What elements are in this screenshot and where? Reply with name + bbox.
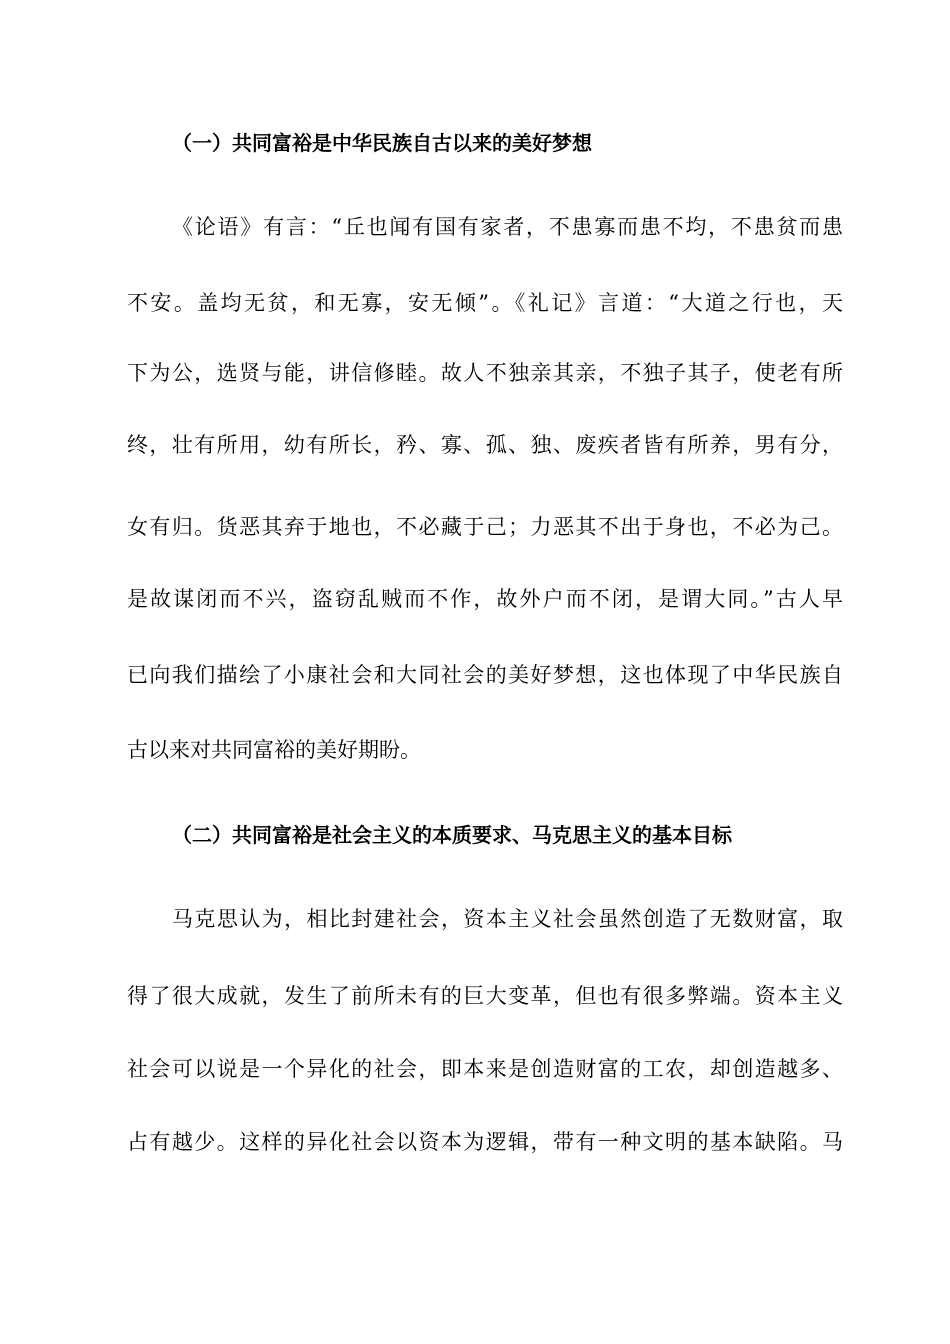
paragraph-line: 马克思认为，相比封建社会，资本主义社会虽然创造了无数财富，取: [172, 907, 843, 931]
paragraph-line: 社会可以说是一个异化的社会，即本来是创造财富的工农，却创造越多、: [127, 1057, 843, 1081]
paragraph-line: 占有越少。这样的异化社会以资本为逻辑，带有一种文明的基本缺陷。马: [127, 1130, 843, 1154]
paragraph-line: 已向我们描绘了小康社会和大同社会的美好梦想，这也体现了中华民族自: [127, 663, 843, 687]
section-heading-1: （一）共同富裕是中华民族自古以来的美好梦想: [172, 131, 592, 155]
paragraph-line: 古以来对共同富裕的美好期盼。: [127, 738, 421, 762]
paragraph-line: 终，壮有所用，幼有所长，矜、寡、孤、独、废疾者皆有所养，男有分，: [127, 433, 843, 457]
paragraph-line: 不安。盖均无贫，和无寡，安无倾”。《礼记》言道：“大道之行也，天: [127, 291, 843, 315]
section-heading-2: （二）共同富裕是社会主义的本质要求、马克思主义的基本目标: [172, 823, 732, 847]
paragraph-line: 得了很大成就，发生了前所未有的巨大变革，但也有很多弊端。资本主义: [127, 984, 843, 1008]
paragraph-line: 《论语》有言：“丘也闻有国有家者，不患寡而患不均，不患贫而患: [172, 215, 843, 239]
paragraph-line: 是故谋闭而不兴，盗窃乱贼而不作，故外户而不闭，是谓大同。”古人早: [127, 587, 843, 611]
paragraph-line: 女有归。货恶其弃于地也，不必藏于己；力恶其不出于身也，不必为己。: [127, 515, 843, 539]
paragraph-line: 下为公，选贤与能，讲信修睦。故人不独亲其亲，不独子其子，使老有所: [127, 361, 843, 385]
